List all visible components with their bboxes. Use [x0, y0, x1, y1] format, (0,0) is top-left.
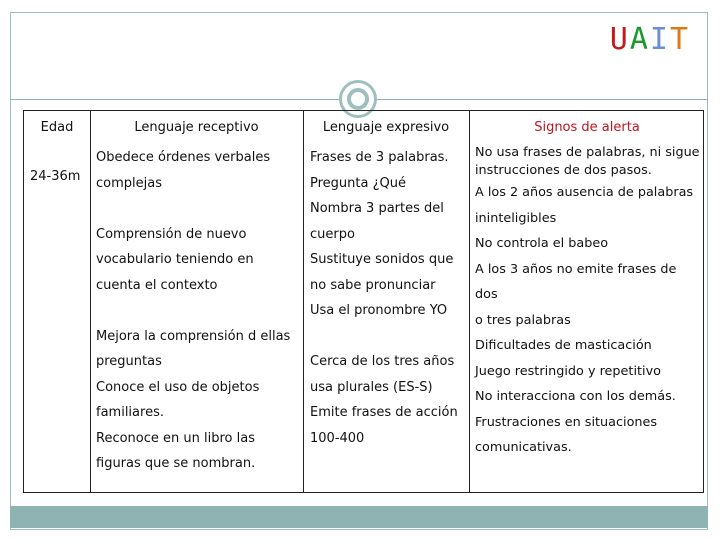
receptive-line: Obedece órdenes verbales	[96, 150, 271, 165]
header-age: Edad	[40, 120, 74, 135]
receptive-line: Mejora la comprensión d ellas	[96, 328, 291, 344]
expressive-line: Nombra 3 partes del	[310, 201, 444, 216]
age-value: 24-36m	[30, 169, 81, 184]
footer-bar	[10, 506, 708, 528]
alert-line: ininteligibles	[475, 210, 557, 226]
receptive-line: Conoce el uso de objetos	[96, 379, 260, 395]
alert-line: No controla el babeo	[475, 236, 609, 251]
alert-line: A los 2 años ausencia de palabras	[475, 185, 694, 200]
expressive-line: no sabe pronunciar	[310, 277, 436, 293]
alert-line: No interacciona con los demás.	[475, 389, 676, 404]
column-divider	[303, 111, 304, 492]
expressive-line: usa plurales (ES-S)	[310, 379, 433, 395]
alert-line: Frustraciones en situaciones	[475, 414, 658, 430]
logo-letter-t: T	[669, 22, 690, 57]
expressive-line: Emite frases de acción	[310, 405, 458, 420]
alerts-cell	[475, 144, 700, 461]
expressive-line: Usa el pronombre YO	[310, 303, 448, 318]
receptive-line	[96, 196, 290, 222]
language-milestones-table	[23, 110, 704, 493]
logo-letter-i: I	[649, 22, 670, 57]
alert-line: o tres palabras	[475, 312, 571, 328]
expressive-line: Sustituye sonidos que	[310, 252, 454, 267]
alert-line: Dificultades de masticación	[475, 338, 652, 353]
header-receptive: Lenguaje receptivo	[134, 120, 259, 135]
uait-logo	[610, 22, 690, 58]
header-alerts: Signos de alerta	[534, 120, 640, 135]
expressive-line: 100-400	[310, 430, 365, 446]
alert-line: dos	[475, 287, 498, 302]
logo-letter-a: A	[629, 22, 650, 57]
column-divider	[90, 111, 91, 492]
header-expressive: Lenguaje expresivo	[322, 120, 450, 135]
receptive-line: preguntas	[96, 354, 162, 369]
logo-letter-u: U	[609, 22, 630, 57]
alert-line: Juego restringido y repetitivo	[475, 363, 661, 379]
receptive-line: Reconoce en un libro las	[96, 430, 255, 446]
receptive-line: Comprensión de nuevo	[96, 226, 247, 242]
receptive-line: vocabulario teniendo en	[96, 252, 254, 267]
receptive-cell	[96, 145, 290, 477]
expressive-line: Pregunta ¿Qué	[310, 175, 406, 191]
receptive-line: familiares.	[96, 405, 164, 420]
alert-line: No usa frases de palabras, ni sigue	[475, 145, 700, 160]
receptive-line: complejas	[96, 175, 162, 191]
alert-line: A los 3 años no emite frases de	[475, 261, 677, 277]
expressive-line	[310, 324, 458, 350]
receptive-line: figuras que se nombran.	[96, 456, 256, 471]
receptive-line	[96, 298, 290, 324]
receptive-line: cuenta el contexto	[96, 277, 218, 293]
alert-line: instrucciones de dos pasos.	[475, 163, 652, 178]
expressive-line: cuerpo	[310, 226, 355, 242]
expressive-line: Cerca de los tres años	[310, 354, 455, 369]
expressive-cell	[310, 145, 458, 451]
expressive-line: Frases de 3 palabras.	[310, 150, 449, 165]
column-divider	[469, 111, 470, 492]
alert-line: comunicativas.	[475, 440, 572, 455]
